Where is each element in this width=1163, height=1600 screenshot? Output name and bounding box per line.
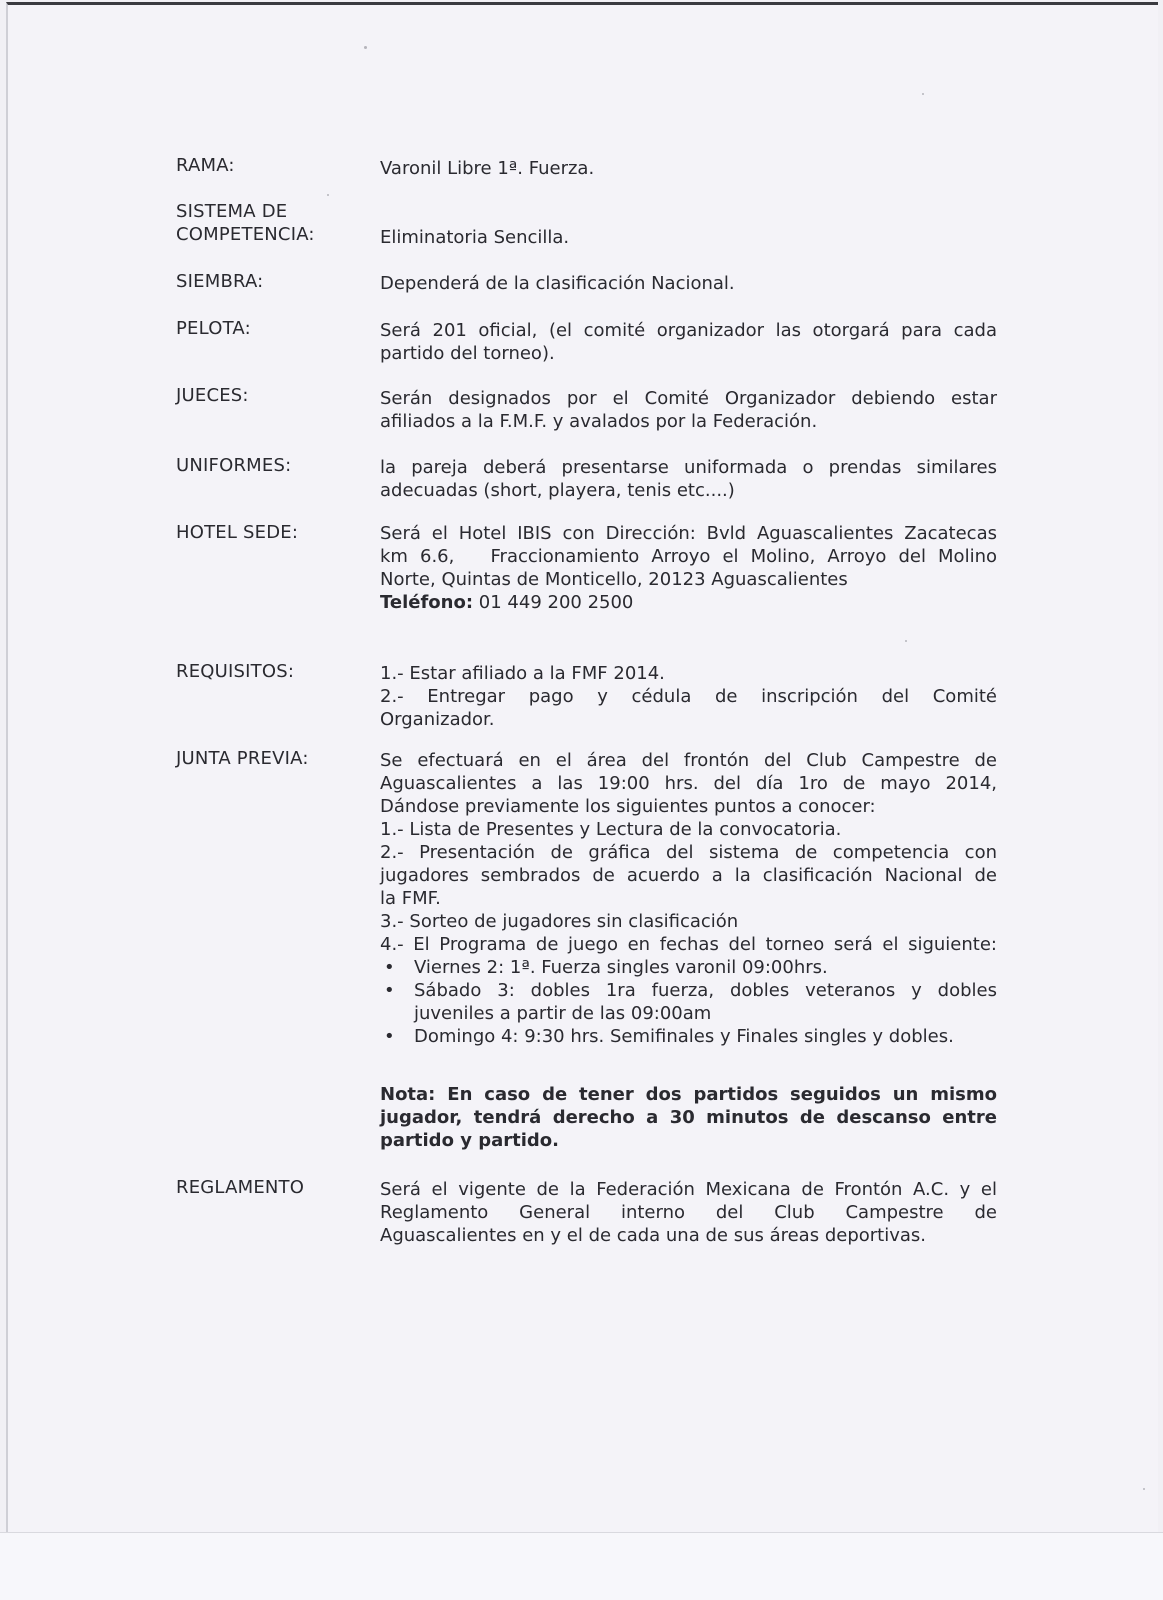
- uniformes-value: [380, 456, 997, 502]
- requisitos-label: REQUISITOS:: [176, 661, 295, 682]
- hotel-line1: Será el Hotel IBIS con Dirección: Bvld Aguascalientes Zacatecas: [380, 523, 997, 544]
- hotel-line2: km 6.6, Fraccionamiento Arroyo el Molino, Arroyo del Molino: [380, 546, 997, 567]
- sistema-label-line2: COMPETENCIA:: [176, 224, 315, 245]
- hotel-phone-label: Teléfono:: [380, 592, 474, 613]
- junta-line4: 1.- Lista de Presentes y Lectura de la convocatoria.: [380, 819, 842, 840]
- requisitos-value: [380, 662, 997, 731]
- note-line3: partido y partido.: [380, 1130, 559, 1151]
- note-line2: jugador, tendrá derecho a 30 minutos de descanso entre: [380, 1107, 997, 1128]
- bullet-domingo-text: Domingo 4: 9:30 hrs. Semifinales y Finales singles y dobles.: [414, 1026, 954, 1047]
- siembra-label: SIEMBRA:: [176, 271, 264, 292]
- junta-line5: 2.- Presentación de gráfica del sistema de competencia con: [380, 842, 997, 863]
- bullet-sabado-line2: juveniles a partir de las 09:00am: [414, 1003, 712, 1024]
- junta-line7: la FMF.: [380, 888, 441, 909]
- note-line1: Nota: En caso de tener dos partidos seguidos un mismo: [380, 1084, 997, 1105]
- hotel-line3: Norte, Quintas de Monticello, 20123 Aguascalientes: [380, 569, 848, 590]
- junta-note: [380, 1083, 997, 1152]
- hotel-value: [380, 522, 997, 614]
- scan-speck: [905, 640, 907, 642]
- junta-line1: Se efectuará en el área del frontón del Club Campestre de: [380, 750, 997, 771]
- rama-label: RAMA:: [176, 155, 235, 176]
- schedule-bullet-domingo: [380, 1025, 997, 1048]
- bullet-viernes-text: Viernes 2: 1ª. Fuerza singles varonil 09:00hrs.: [414, 957, 828, 978]
- bullet-dot: •: [384, 957, 395, 978]
- siembra-text: Dependerá de la clasificación Nacional.: [380, 273, 735, 294]
- pelota-line2: partido del torneo).: [380, 343, 555, 364]
- scan-speck: [327, 194, 329, 196]
- bullet-sabado-line1: Sábado 3: dobles 1ra fuerza, dobles veteranos y dobles: [414, 980, 997, 1001]
- reglamento-line2: Reglamento General interno del Club Campestre de: [380, 1202, 997, 1223]
- hotel-phone-value: 01 449 200 2500: [473, 592, 634, 613]
- junta-line6: jugadores sembrados de acuerdo a la clasificación Nacional de: [380, 865, 997, 886]
- bullet-dot: •: [384, 980, 395, 1001]
- hotel-label: HOTEL SEDE:: [176, 522, 299, 543]
- scan-speck: [1143, 1488, 1145, 1490]
- scan-speck: [922, 93, 924, 95]
- sistema-label-line1: SISTEMA DE: [176, 201, 288, 222]
- reglamento-label: REGLAMENTO: [176, 1177, 305, 1198]
- rama-value: [380, 157, 997, 180]
- junta-line3: Dándose previamente los siguientes puntos a conocer:: [380, 796, 876, 817]
- uniformes-line1: la pareja deberá presentarse uniformada o prendas similares: [380, 457, 997, 478]
- jueces-value: [380, 387, 997, 433]
- reglamento-line3: Aguascalientes en y el de cada una de sus áreas deportivas.: [380, 1225, 926, 1246]
- pelota-label: PELOTA:: [176, 318, 251, 339]
- schedule-bullet-viernes: [380, 956, 997, 979]
- uniformes-line2: adecuadas (short, playera, tenis etc....): [380, 480, 735, 501]
- junta-label: JUNTA PREVIA:: [176, 748, 309, 769]
- jueces-line1: Serán designados por el Comité Organizador debiendo estar: [380, 388, 997, 409]
- pelota-value: [380, 319, 997, 365]
- requisitos-line1: 1.- Estar afiliado a la FMF 2014.: [380, 663, 665, 684]
- junta-line8: 3.- Sorteo de jugadores sin clasificación: [380, 911, 739, 932]
- requisitos-line2: 2.- Entregar pago y cédula de inscripción del Comité: [380, 686, 997, 707]
- pelota-line1: Será 201 oficial, (el comité organizador las otorgará para cada: [380, 320, 997, 341]
- bullet-dot: •: [384, 1026, 395, 1047]
- sistema-value: [380, 226, 997, 249]
- hotel-phone: [380, 591, 997, 614]
- schedule-bullet-sabado: [380, 979, 997, 1025]
- sistema-label: [176, 200, 315, 246]
- reglamento-line1: Será el vigente de la Federación Mexicana de Frontón A.C. y el: [380, 1179, 997, 1200]
- scan-speck: [364, 46, 367, 49]
- reglamento-value: [380, 1178, 997, 1247]
- rama-text: Varonil Libre 1ª. Fuerza.: [380, 158, 595, 179]
- jueces-label: JUECES:: [176, 385, 249, 406]
- uniformes-label: UNIFORMES:: [176, 455, 292, 476]
- junta-value: [380, 749, 997, 1048]
- scan-bottom-edge: [0, 1532, 1163, 1600]
- jueces-line2: afiliados a la F.M.F. y avalados por la Federación.: [380, 411, 818, 432]
- junta-line2: Aguascalientes a las 19:00 hrs. del día 1ro de mayo 2014,: [380, 773, 997, 794]
- requisitos-line3: Organizador.: [380, 709, 495, 730]
- junta-line9: 4.- El Programa de juego en fechas del torneo será el siguiente:: [380, 934, 997, 955]
- siembra-value: [380, 272, 997, 295]
- sistema-text: Eliminatoria Sencilla.: [380, 227, 570, 248]
